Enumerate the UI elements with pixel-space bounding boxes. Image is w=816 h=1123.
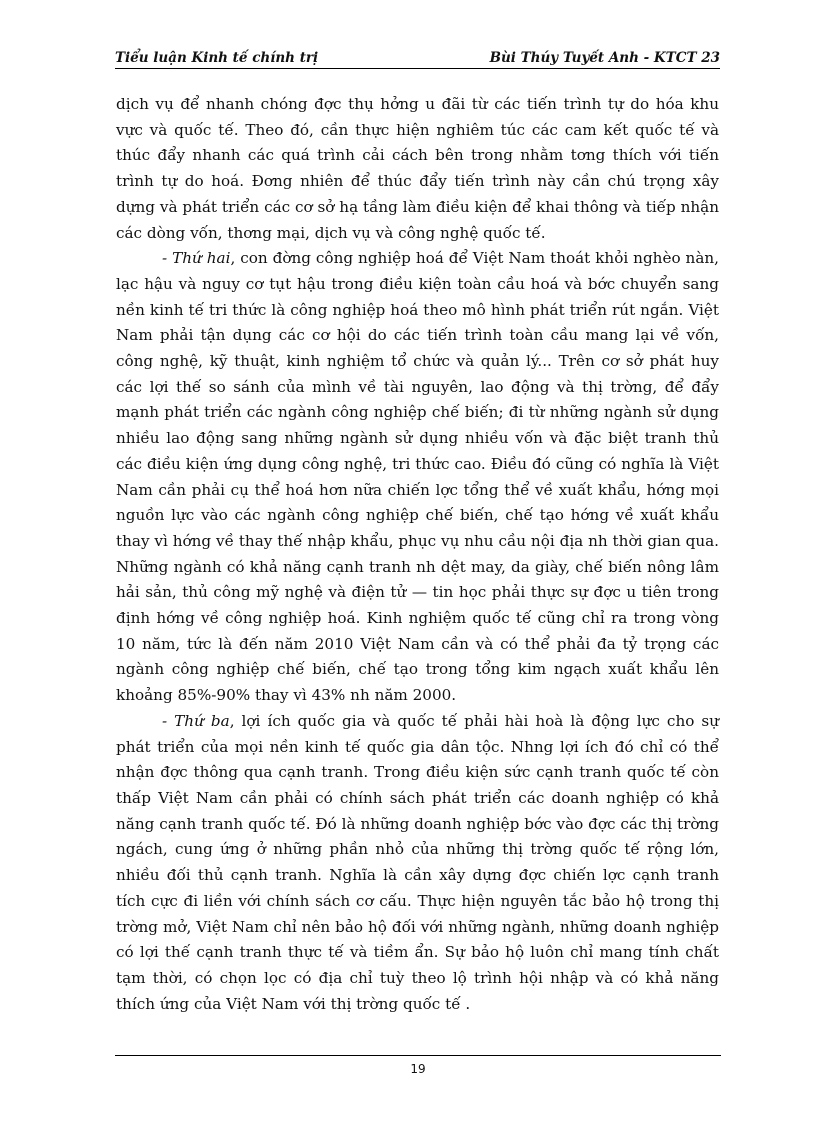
paragraph-3-text: , lợi ích quốc gia và quốc tế phải hài hoà là động lực cho sự phát triển của mọi nền kinh tế quốc gia dân tộc. Nhng lợi ích đó chỉ có thể nhận đợc thông qua cạnh tranh. Trong điều kiện sức cạnh tranh quốc tế còn thấp Việt Nam cần phải có chính sách phát triển các doanh nghiệp có khả năng cạnh tranh quốc tế. Đó là những doanh nghiệp bớc vào đợc các thị trờng ngách, cung ứng ở những phần nhỏ của những thị trờng quốc tế rộng lớn, nhiều đối thủ cạnh tranh. Nghĩa là cần xây dựng đợc chiến lợc cạnh tranh tích cực đi liền với chính sách cơ cấu. Thực hiện nguyên tắc bảo hộ trong thị trờng mở, Việt Nam chỉ nên bảo hộ đối với những ngành, những doanh nghiệp có lợi thế cạnh tranh thực tế và tiềm ẩn. Sự bảo hộ luôn chỉ mang tính chất tạm thời, có chọn lọc có địa chỉ tuỳ theo lộ trình hội nhập và có khả năng thích ứng của Việt Nam với thị trờng quốc tế . [116, 711, 719, 1013]
header-author: Bùi Thúy Tuyết Anh - KTCT 23 [489, 50, 720, 66]
paragraph-1-text: dịch vụ để nhanh chóng đợc thụ hởng u đãi từ các tiến trình tự do hóa khu vực và quốc tế. Theo đó, cần thực hiện nghiêm túc các cam kết quốc tế và thúc đẩy nhanh các quá trình cải cách bên trong nhằm tơng thích với tiến trình tự do hoá. Đơng nhiên để thúc đẩy tiến trình này cần chú trọng xây dựng và phát triển các cơ sở hạ tầng làm điều kiện để khai thông và tiếp nhận các dòng vốn, thơng mại, dịch vụ và công nghệ quốc tế. [116, 95, 719, 242]
body-text [116, 92, 719, 1017]
paragraph-3 [116, 709, 719, 1017]
paragraph-3-lead: - Thứ ba [162, 711, 230, 730]
paragraph-1 [116, 92, 719, 246]
page-number: 19 [410, 1062, 426, 1076]
paragraph-2 [116, 246, 719, 709]
running-header [115, 44, 720, 69]
footer-rule [115, 1055, 721, 1056]
paragraph-2-text: , con đờng công nghiệp hoá để Việt Nam thoát khỏi nghèo nàn, lạc hậu và nguy cơ tụt hậu trong điều kiện toàn cầu hoá và bớc chuyển sang nền kinh tế tri thức là công nghiệp hoá theo mô hình phát triển rút ngắn. Việt Nam phải tận dụng các cơ hội do các tiến trình toàn cầu mang lại về vốn, công nghệ, kỹ thuật, kinh nghiệm tổ chức và quản lý... Trên cơ sở phát huy các lợi thế so sánh của mình về tài nguyên, lao động và thị trờng, để đẩy mạnh phát triển các ngành công nghiệp chế biến; đi từ những ngành sử dụng nhiều lao động sang những ngành sử dụng nhiều vốn và đặc biệt tranh thủ các điều kiện ứng dụng công nghệ, tri thức cao. Điều đó cũng có nghĩa là Việt Nam cần phải cụ thể hoá hơn nữa chiến lợc tổng thể về xuất khẩu, hớng mọi nguồn lực vào các ngành công nghiệp chế biến, chế tạo hớng về xuất khẩu thay vì hớng về thay thế nhập khẩu, phục vụ nhu cầu nội địa nh thời gian qua. Những ngành có khả năng cạnh tranh nh dệt may, da giày, chế biến nông lâm hải sản, thủ công mỹ nghệ và điện tử — tin học phải thực sự đợc u tiên trong định hớng về công nghiệp hoá. Kinh nghiệm quốc tế cũng chỉ ra trong vòng 10 năm, tức là đến năm 2010 Việt Nam cần và có thể phải đa tỷ trọng các ngành công nghiệp chế biến, chế tạo trong tổng kim ngạch xuất khẩu lên khoảng 85%-90% thay vì 43% nh năm 2000. [116, 249, 719, 705]
paragraph-2-lead: - Thứ hai [162, 249, 231, 268]
header-title: Tiểu luận Kinh tế chính trị [115, 50, 319, 66]
